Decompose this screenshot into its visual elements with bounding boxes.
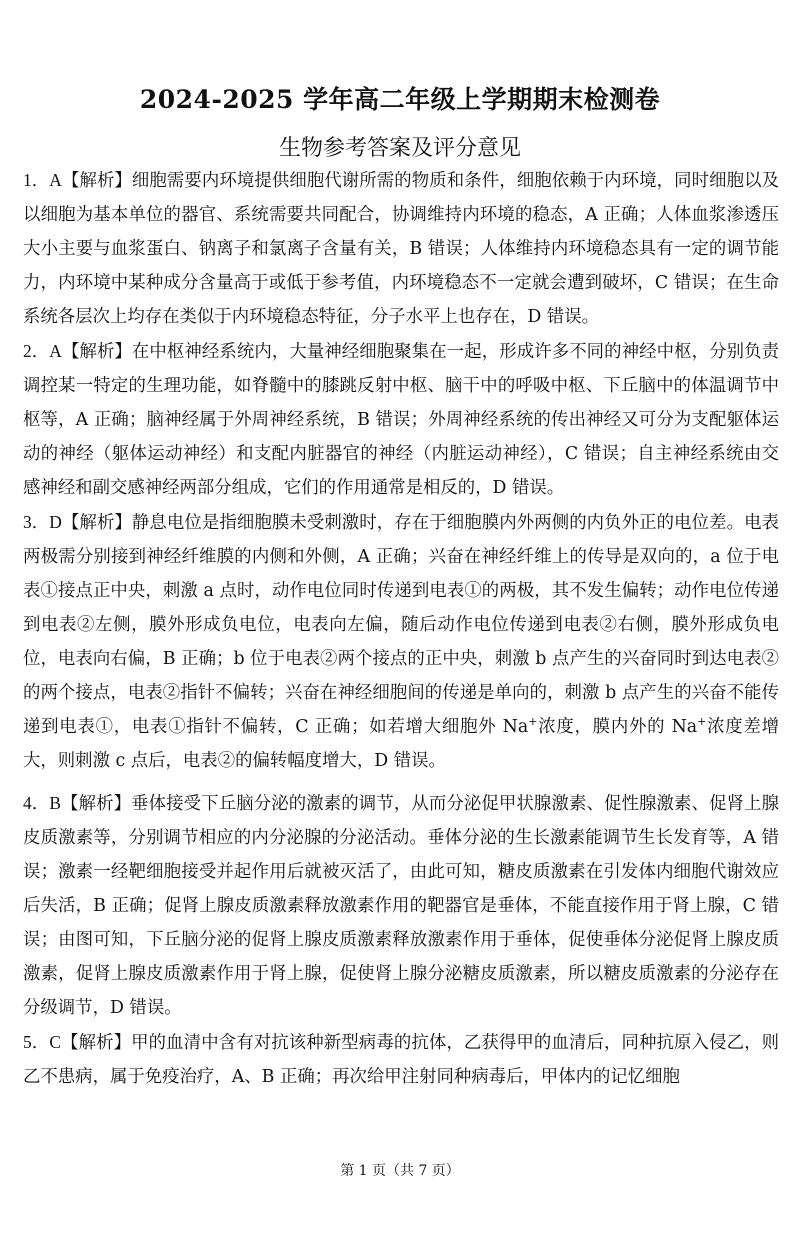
- page-subtitle: 生物参考答案及评分意见: [278, 136, 521, 161]
- superscript-plus: +: [697, 715, 707, 729]
- superscript-plus: +: [528, 715, 538, 729]
- question-4: [23, 786, 779, 1025]
- analysis-tag: 【解析】: [60, 1033, 132, 1053]
- question-3: [23, 505, 779, 778]
- question-2: [23, 334, 779, 505]
- analysis-text: 静息电位是指细胞膜未受刺激时，存在于细胞膜内外两侧的内负外正的电位差。电表两极需分别接到神经纤维膜的内侧和外侧，A 正确；兴奋在神经纤维上的传导是双向的，a 位于电表①接点正中央，刺激 a 点时，动作电位同时传递到电表①的两极，其不发生偏转；动作电位传递到电表②左侧，膜外形成负电位，电表向左偏，随后动作电位传递到电表②右侧，膜外形成负电位，电表向右偏，B 正确；b 位于电表②两个接点的正中央，刺激 b 点产生的兴奋同时到达电表②的两个接点，电表②指针不偏转；兴奋在神经细胞间的传递是单向的，刺激 b 点产生的兴奋不能传递到电表①，电表①指针不偏转，C 正确；如若增大细胞外 Na: [23, 513, 779, 737]
- page-footer: 第 1 页（共 7 页）: [340, 1163, 460, 1179]
- question-number: 1．: [23, 170, 50, 190]
- question-number: 5．: [23, 1032, 50, 1052]
- question-answer: B: [49, 793, 61, 813]
- analysis-text: 垂体接受下丘脑分泌的激素的调节，从而分泌促甲状腺激素、促性腺激素、促肾上腺皮质激素等，分别调节相应的内分泌腺的分泌活动。垂体分泌的生长激素能调节生长发育等，A 错误；激素一经靶细胞接受并起作用后就被灭活了，由此可知，糖皮质激素在引发体内细胞代谢效应后失活，B 正确；促肾上腺皮质激素释放激素作用的靶器官是垂体，不能直接作用于肾上腺，C 错误；由图可知，下丘脑分泌的促肾上腺皮质激素释放激素作用于垂体，促使垂体分泌促肾上腺皮质激素，促肾上腺皮质激素作用于肾上腺，促使肾上腺分泌糖皮质激素，所以糖皮质激素的分泌存在分级调节，D 错误。: [23, 794, 779, 1018]
- analysis-text: 细胞需要内环境提供细胞代谢所需的物质和条件，细胞依赖于内环境，同时细胞以及以细胞为基本单位的器官、系统需要共同配合，协调维持内环境的稳态，A 正确；人体血浆渗透压大小主要与血浆蛋白、钠离子和氯离子含量有关，B 错误；人体维持内环境稳态具有一定的调节能力，内环境中某种成分含量高于或低于参考值，内环境稳态不一定就会遭到破坏，C 错误；在生命系统各层次上均存在类似于内环境稳态特征，分子水平上也存在，D 错误。: [23, 171, 779, 327]
- page-title: 2024-2025 学年高二年级上学期期末检测卷: [139, 85, 661, 114]
- question-answer: D: [49, 512, 62, 532]
- question-answer: A: [49, 341, 62, 361]
- question-number: 4．: [23, 793, 50, 813]
- analysis-text: 甲的血清中含有对抗该种新型病毒的抗体，乙获得甲的血清后，同种抗原入侵乙，则乙不患病，属于免疫治疗，A、B 正确；再次给甲注射同种病毒后，甲体内的记忆细胞: [23, 1033, 779, 1087]
- analysis-tag: 【解析】: [61, 342, 132, 362]
- analysis-tag: 【解析】: [61, 171, 132, 191]
- question-5: [23, 1025, 779, 1094]
- analysis-tag: 【解析】: [60, 794, 132, 814]
- question-answer: C: [49, 1032, 61, 1052]
- question-1: [23, 163, 779, 334]
- analysis-text: 在中枢神经系统内，大量神经细胞聚集在一起，形成许多不同的神经中枢，分别负责调控某一特定的生理功能，如脊髓中的膝跳反射中枢、脑干中的呼吸中枢、下丘脑中的体温调节中枢等，A 正确；脑神经属于外周神经系统，B 错误；外周神经系统的传出神经又可分为支配躯体运动的神经（躯体运动神经）和支配内脏器官的神经（内脏运动神经），C 错误；自主神经系统由交感神经和副交感神经两部分组成，它们的作用通常是相反的，D 错误。: [23, 342, 779, 498]
- answer-body: [23, 163, 779, 1094]
- analysis-tag: 【解析】: [61, 513, 132, 533]
- analysis-text: 浓度差增大，则刺激 c 点后，电表②的偏转幅度增大，D 错误。: [23, 717, 779, 771]
- question-number: 2．: [23, 341, 50, 361]
- analysis-text: 浓度，膜内外的 Na: [537, 717, 698, 737]
- question-number: 3．: [23, 512, 50, 532]
- question-answer: A: [49, 170, 62, 190]
